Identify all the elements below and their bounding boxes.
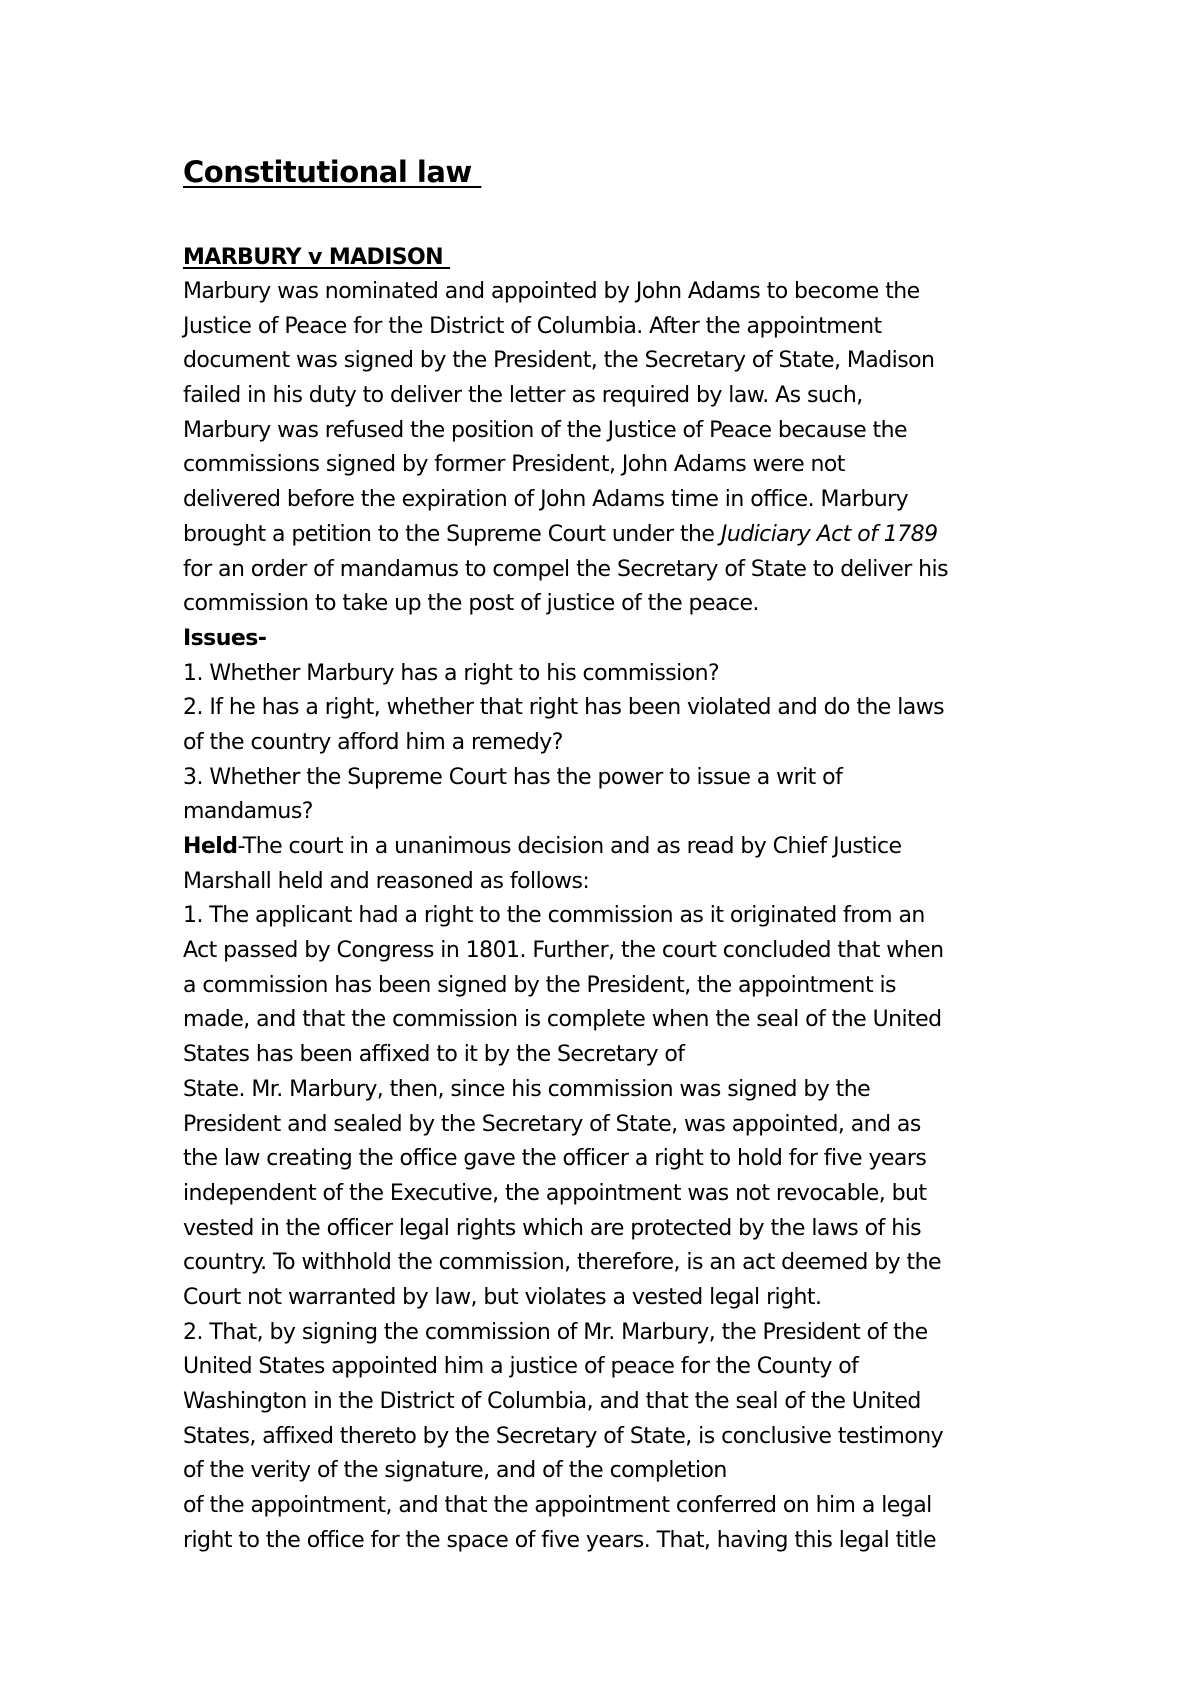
held-line: of the appointment, and that the appointment conferred on him a legal (183, 1493, 932, 1519)
facts-line: Justice of Peace for the District of Columbia. After the appointment (183, 313, 882, 339)
issue-line: mandamus? (183, 799, 313, 825)
case-heading: MARBURY v MADISON (183, 245, 451, 270)
facts-text: brought a petition to the Supreme Court under the (183, 521, 721, 547)
issues-list (183, 657, 1063, 830)
held-line: States has been affixed to it by the Secretary of (183, 1042, 685, 1068)
held-line: Marshall held and reasoned as follows: (183, 868, 590, 894)
blank-line (183, 195, 1063, 240)
held-line: made, and that the commission is complete when the seal of the United (183, 1007, 942, 1033)
facts-line: delivered before the expiration of John Adams time in office. Marbury (183, 487, 909, 513)
facts-paragraph (183, 275, 1063, 518)
held-line: country. To withhold the commission, therefore, is an act deemed by the (183, 1250, 941, 1276)
held-line (183, 830, 1063, 865)
facts-line: commission to take up the post of justice of the peace. (183, 591, 759, 617)
facts-line: for an order of mandamus to compel the Secretary of State to deliver his (183, 556, 949, 582)
facts-line: failed in his duty to deliver the letter as required by law. As such, (183, 383, 863, 409)
held-line: independent of the Executive, the appointment was not revocable, but (183, 1180, 927, 1206)
held-line: State. Mr. Marbury, then, since his commission was signed by the (183, 1076, 871, 1102)
held-paragraph (183, 865, 1063, 1559)
held-line: Act passed by Congress in 1801. Further, the court concluded that when (183, 938, 944, 964)
held-line: the law creating the office gave the officer a right to hold for five years (183, 1146, 927, 1172)
held-line: Court not warranted by law, but violates a vested legal right. (183, 1284, 822, 1310)
held-line: right to the office for the space of five years. That, having this legal title (183, 1527, 936, 1553)
issue-line: 2. If he has a right, whether that right has been violated and do the laws (183, 695, 945, 721)
facts-line: commissions signed by former President, John Adams were not (183, 452, 845, 478)
document-title: Constitutional law (183, 155, 482, 189)
held-line: a commission has been signed by the President, the appointment is (183, 972, 896, 998)
facts-line (183, 518, 1063, 553)
facts-line: Marbury was nominated and appointed by John Adams to become the (183, 279, 920, 304)
issue-line: of the country afford him a remedy? (183, 729, 563, 755)
issue-line: 3. Whether the Supreme Court has the power to issue a writ of (183, 764, 843, 790)
facts-line: Marbury was refused the position of the Justice of Peace because the (183, 417, 907, 443)
held-line: of the verity of the signature, and of the completion (183, 1458, 727, 1484)
held-line: States, affixed thereto by the Secretary of State, is conclusive testimony (183, 1423, 944, 1449)
held-line: Washington in the District of Columbia, and that the seal of the United (183, 1389, 921, 1414)
held-line: 1. The applicant had a right to the commission as it originated from an (183, 903, 925, 929)
issues-label: Issues- (183, 625, 267, 651)
held-text: -The court in a unanimous decision and as read by Chief Justice (237, 834, 902, 859)
held-label: Held (183, 834, 238, 859)
held-line: United States appointed him a justice of peace for the County of (183, 1354, 859, 1380)
document-page (183, 150, 1063, 1558)
statute-name: Judiciary Act of 1789 (720, 521, 938, 547)
facts-paragraph-tail (183, 553, 1063, 622)
held-line: 2. That, by signing the commission of Mr. Marbury, the President of the (183, 1319, 928, 1345)
facts-line: document was signed by the President, the Secretary of State, Madison (183, 348, 935, 374)
issue-line: 1. Whether Marbury has a right to his commission? (183, 660, 720, 686)
held-line: President and sealed by the Secretary of State, was appointed, and as (183, 1111, 921, 1137)
held-line: vested in the officer legal rights which are protected by the laws of his (183, 1215, 922, 1241)
